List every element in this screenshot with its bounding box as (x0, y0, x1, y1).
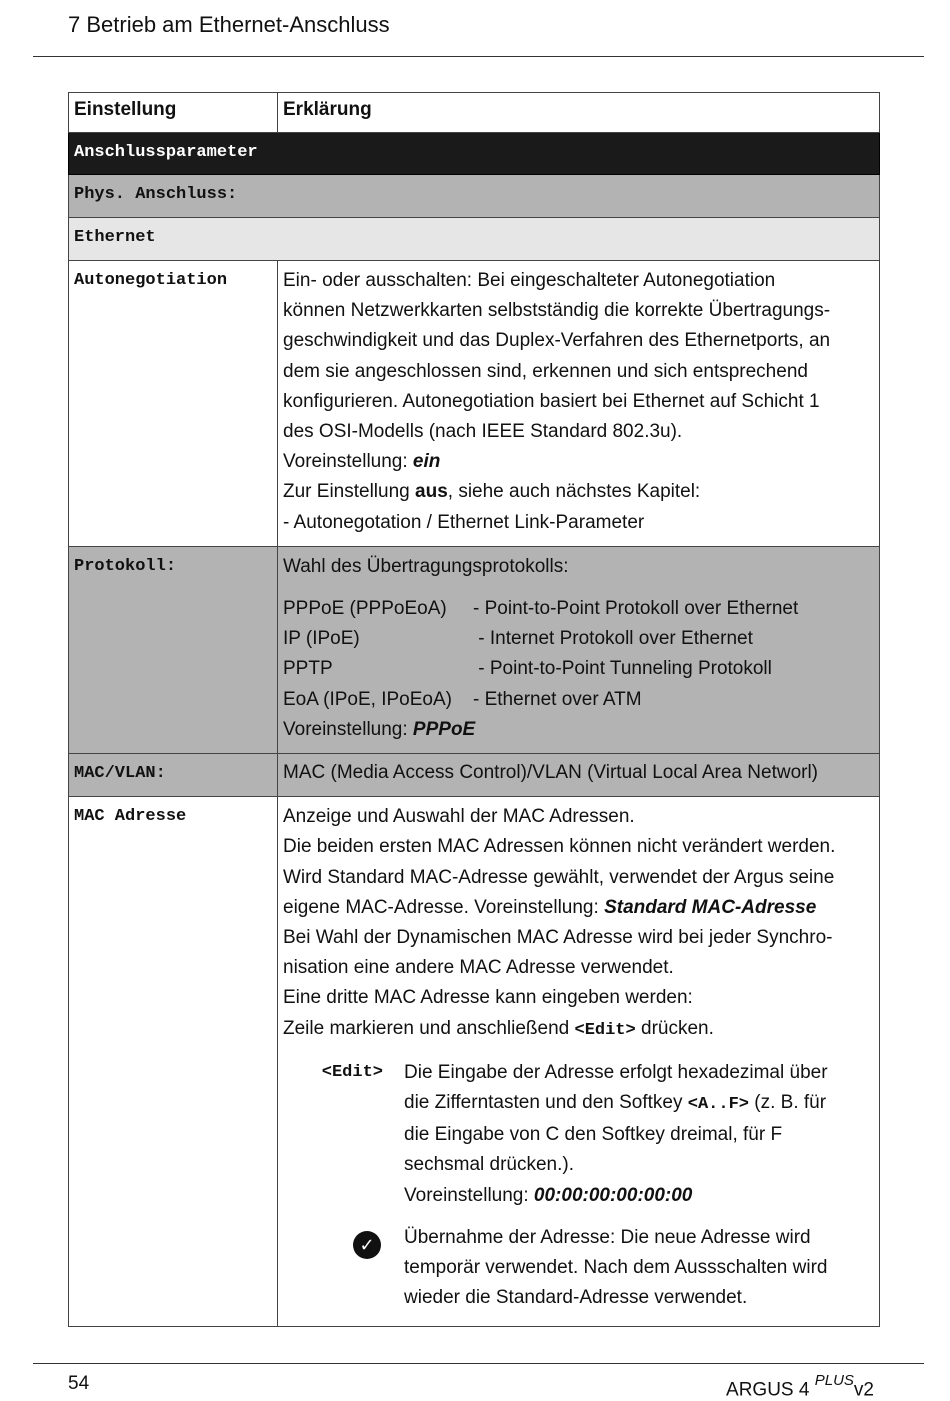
protocol-desc: - Internet Protokoll over Ethernet (473, 628, 753, 650)
check-circle-icon: ✓ (353, 1231, 381, 1259)
table-header-row (69, 93, 880, 133)
protocol-key: IP (IPoE) (283, 628, 360, 650)
spacer (283, 582, 871, 594)
column-header-einstellung: Einstellung (69, 93, 278, 133)
table-row-protokoll (69, 546, 880, 753)
protokoll-intro: Wahl des Übertragungsprotokolls: (283, 555, 569, 577)
setting-description-mac-vlan: MAC (Media Access Control)/VLAN (Virtual Local Area Networl) (278, 754, 880, 797)
section-title-phys-anschluss: Phys. Anschluss: (69, 175, 880, 218)
column-header-erklaerung: Erklärung (278, 93, 880, 133)
edit-line-suffix: (z. B. für (749, 1092, 827, 1114)
mac-line-prefix: Zeile markieren und anschließend (283, 1017, 575, 1039)
edit-line: sechsmal drücken.). (404, 1154, 575, 1176)
protocol-option (283, 654, 871, 684)
setting-description-autonegotiation (278, 261, 880, 547)
mac-line (283, 893, 871, 923)
footer-rule (33, 1363, 924, 1364)
autoneg-default (283, 447, 871, 477)
autoneg-line: Ein- oder ausschalten: Bei eingeschalteter Autonegotiation (283, 270, 776, 291)
autoneg-see-also (283, 477, 871, 507)
page-header-title: 7 Betrieb am Ethernet-Anschluss (68, 12, 390, 37)
edit-line (404, 1088, 871, 1120)
protocol-desc: - Point-to-Point Tunneling Protokoll (473, 658, 772, 680)
section-row-ethernet (69, 218, 880, 261)
autoneg-line: des OSI-Modells (nach IEEE Standard 802.3u). (283, 421, 683, 443)
default-label: Voreinstellung: (404, 1184, 534, 1206)
edit-instruction-text (404, 1058, 871, 1211)
default-value: ein (412, 451, 441, 473)
edit-line: die Eingabe von C den Softkey dreimal, für F (404, 1124, 783, 1146)
softkey-label: <A..F> (687, 1095, 749, 1115)
protocol-desc: - Point-to-Point Protokoll over Ethernet (473, 598, 799, 620)
mac-line: Bei Wahl der Dynamischen MAC Adresse wird bei jeder Synchro- (283, 927, 833, 949)
mac-line (283, 1014, 871, 1046)
autoneg-see-reference: - Autonegotation / Ethernet Link-Parameter (283, 511, 645, 533)
table-row-autonegotiation (69, 261, 880, 547)
confirm-line: Übernahme der Adresse: Die neue Adresse wird (404, 1226, 811, 1248)
default-value: PPPoE (412, 718, 476, 740)
edit-line-prefix: die Zifferntasten und den Softkey (404, 1092, 688, 1114)
mac-line: Anzeige und Auswahl der MAC Adressen. (283, 806, 635, 828)
protocol-key: PPTP (283, 658, 333, 680)
table-row-mac-adresse (69, 797, 880, 1326)
section-title-ethernet: Ethernet (69, 218, 880, 261)
mac-line: Wird Standard MAC-Adresse gewählt, verwendet der Argus seine (283, 866, 835, 888)
see-prefix: Zur Einstellung (283, 481, 416, 503)
section-title-anschlussparameter: Anschlussparameter (69, 133, 880, 175)
default-label: Voreinstellung: (283, 718, 413, 740)
setting-label-mac-adresse: MAC Adresse (69, 797, 278, 1326)
confirm-icon-cell (283, 1223, 383, 1314)
autoneg-line: dem sie angeschlossen sind, erkennen und sich entsprechend (283, 360, 808, 382)
protokoll-default (283, 715, 871, 745)
confirm-instruction-text (404, 1223, 871, 1314)
protocol-option (283, 624, 871, 654)
edit-line: Die Eingabe der Adresse erfolgt hexadezimal über (404, 1061, 828, 1083)
edit-key-label: <Edit> (321, 1062, 383, 1082)
default-value: Standard MAC-Adresse (604, 896, 817, 918)
protocol-key: PPPoE (PPPoEoA) (283, 598, 447, 620)
default-label: Voreinstellung: (283, 451, 413, 473)
product-version: v2 (853, 1379, 874, 1401)
autoneg-line: konfigurieren. Autonegotiation basiert bei Ethernet auf Schicht 1 (283, 390, 820, 412)
setting-label-autonegotiation: Autonegotiation (69, 261, 278, 547)
mac-line-suffix: drücken. (635, 1017, 714, 1039)
protocol-desc: - Ethernet over ATM (473, 688, 642, 710)
mac-line: Eine dritte MAC Adresse kann eingeben werden: (283, 987, 693, 1009)
protocol-option (283, 685, 871, 715)
autoneg-line: können Netzwerkkarten selbstständig die korrekte Übertragungs- (283, 300, 831, 322)
confirm-line: temporär verwendet. Nach dem Aussschalten wird (404, 1257, 828, 1279)
edit-instruction (283, 1058, 871, 1211)
default-value: 00:00:00:00:00:00 (533, 1184, 693, 1206)
mac-line-prefix: eigene MAC-Adresse. Voreinstellung: (283, 896, 605, 918)
setting-description-mac-adresse (278, 797, 880, 1326)
protocol-key: EoA (IPoE, IPoEoA) (283, 688, 452, 710)
section-row-anschlussparameter (69, 133, 880, 175)
setting-label-mac-vlan: MAC/VLAN: (69, 754, 278, 797)
product-superscript: PLUS (814, 1372, 854, 1389)
section-row-phys-anschluss (69, 175, 880, 218)
product-name-text: ARGUS 4 (726, 1379, 810, 1401)
autoneg-line: geschwindigkeit und das Duplex-Verfahren des Ethernetports, an (283, 330, 831, 352)
edit-key-inline: <Edit> (574, 1020, 636, 1040)
mac-line: Die beiden ersten MAC Adressen können nicht verändert werden. (283, 836, 836, 858)
setting-description-protokoll (278, 546, 880, 753)
header-rule (33, 56, 924, 57)
page-number: 54 (68, 1373, 90, 1394)
protocol-option (283, 594, 871, 624)
settings-table (68, 92, 880, 1327)
confirm-instruction (283, 1223, 871, 1314)
product-name (726, 1372, 874, 1401)
mac-line: nisation eine andere MAC Adresse verwendet. (283, 957, 674, 979)
edit-default (404, 1181, 871, 1211)
setting-label-protokoll: Protokoll: (69, 546, 278, 753)
see-bold: aus (415, 481, 448, 503)
confirm-line: wieder die Standard-Adresse verwendet. (404, 1287, 748, 1309)
see-suffix: , siehe auch nächstes Kapitel: (447, 481, 701, 503)
table-row-mac-vlan (69, 754, 880, 797)
